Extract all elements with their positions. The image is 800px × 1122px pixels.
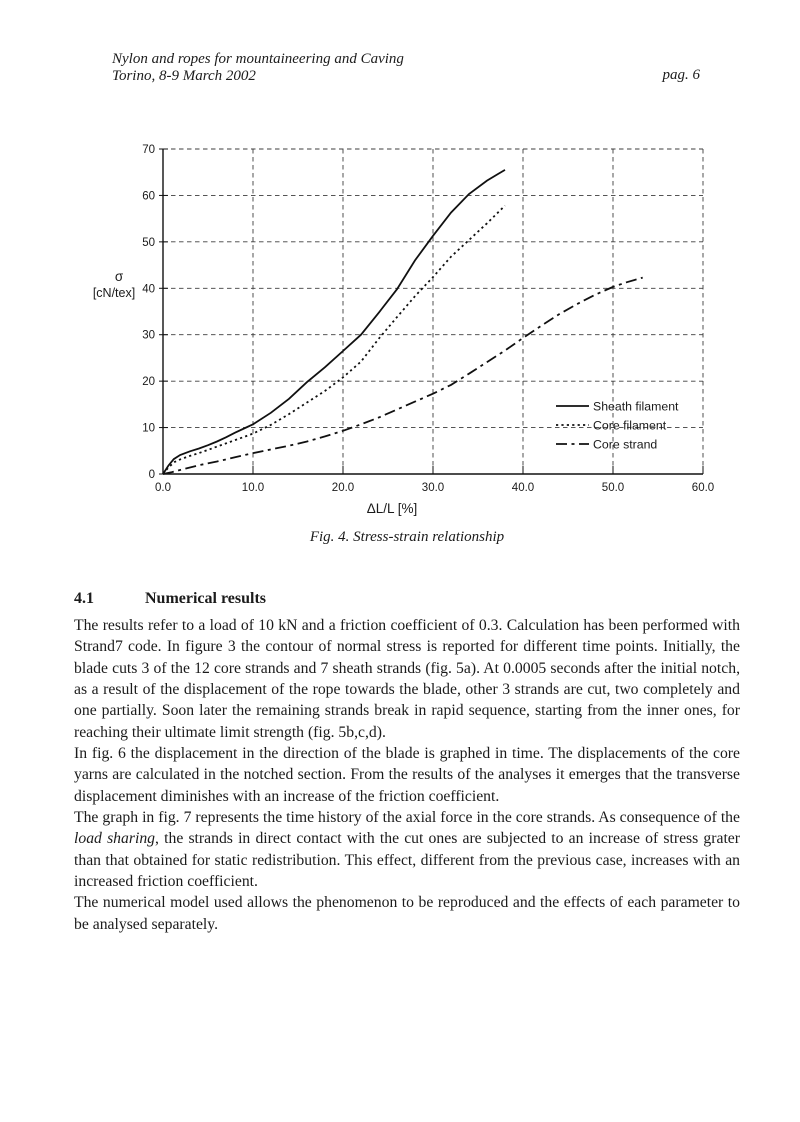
x-tick-label: 40.0 [511, 482, 535, 494]
figure-caption: Fig. 4. Stress-strain relationship [309, 529, 505, 545]
legend-label: Core filament [593, 418, 667, 433]
x-tick-label: 60.0 [691, 482, 715, 494]
body-paragraph: In fig. 6 the displacement in the direction of the blade is graphed in time. The displacements of the core yarns are calculated in the notched section. From the results of the analyses it emerges that the transverse displacement diminishes with an increase of the friction coefficient. [74, 745, 740, 805]
section-number: 4.1 [74, 590, 94, 607]
chart-legend [556, 400, 679, 452]
section-heading [74, 590, 740, 608]
y-tick-label: 10 [142, 422, 155, 435]
figure-4-chart-area [70, 133, 730, 525]
stress-strain-chart [70, 133, 730, 525]
chart-curves [163, 170, 643, 474]
legend-label: Sheath filament [593, 399, 679, 414]
header-title-line: Nylon and ropes for mountaineering and Caving [112, 51, 404, 67]
series-core-filament [163, 206, 505, 474]
body-paragraph: The numerical model used allows the phenomenon to be reproduced and the effects of each parameter to be analysed separately. [74, 894, 740, 933]
x-tick-label: 10.0 [241, 482, 265, 494]
section-title: Numerical results [145, 590, 267, 607]
y-tick-label: 20 [142, 376, 155, 389]
y-tick-label: 70 [142, 144, 155, 156]
x-axis-label: ΔL/L [%] [366, 501, 418, 516]
y-tick-label: 50 [142, 236, 155, 249]
running-header [112, 51, 404, 85]
y-tick-label: 30 [142, 329, 155, 342]
x-tick-label: 0.0 [155, 482, 171, 494]
y-tick-label: 60 [142, 190, 155, 203]
body-paragraph: The graph in fig. 7 represents the time history of the axial force in the core strands. As consequence of the load sharing, the strands in direct contact with the cut ones are subjected to an increase of stress grater than that obtained for static redistribution. This effect, different from the previous case, increases with an increased friction coefficient. [74, 809, 740, 891]
y-tick-label: 0 [148, 469, 155, 481]
x-tick-label: 30.0 [421, 482, 445, 494]
y-axis-label-sigma: σ [114, 269, 124, 284]
header-date-line: Torino, 8-9 March 2002 [112, 68, 256, 84]
series-sheath-filament [163, 170, 505, 474]
legend-label: Core strand [593, 437, 658, 452]
page-number: pag. 6 [662, 67, 700, 83]
y-axis-label-units: [cN/tex] [92, 286, 136, 300]
series-core-strand [163, 278, 643, 474]
body-text [74, 615, 740, 935]
body-paragraph: The results refer to a load of 10 kN and a friction coefficient of 0.3. Calculation has been performed with Strand7 code. In figure 3 the contour of normal stress is reported for different time points. Initially, the blade cuts 3 of the 12 core strands and 7 sheath strands (fig. 5a). At 0.0005 seconds after the initial notch, as a result of the displacement of the rope towards the blade, other 3 strands are cut, two completely and one partially. Soon later the remaining strands break in rapid sequence, starting from the inner ones, for reaching their ultimate limit strength (fig. 5b,c,d). [74, 617, 740, 741]
y-tick-label: 40 [142, 283, 155, 296]
x-tick-label: 20.0 [331, 482, 355, 494]
x-tick-label: 50.0 [601, 482, 625, 494]
